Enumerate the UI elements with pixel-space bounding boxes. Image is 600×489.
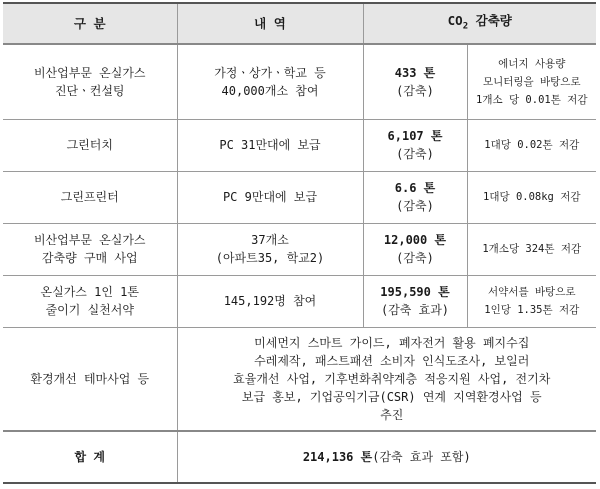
note-cell: 1개소당 324톤 저감: [467, 223, 596, 275]
amount-note: (감축): [396, 147, 434, 161]
detail-line: 가정ㆍ상가ㆍ학교 등: [214, 65, 326, 80]
amount-value: 6.6 톤: [394, 181, 436, 195]
amount-note: (감축): [396, 83, 434, 98]
category-cell: [3, 44, 177, 119]
category-line: 진단ㆍ컨설팅: [54, 83, 125, 98]
env-detail-line: 미세먼지 스마트 가이드, 폐자전거 활용 폐지수집: [254, 335, 530, 350]
note-line: 1개소 당 0.01톤 저감: [476, 93, 588, 106]
amount-cell: [363, 223, 467, 275]
header-co2-reduction: [363, 3, 596, 44]
category-cell: 환경개선 테마사업 등: [3, 327, 177, 431]
total-label: [3, 431, 177, 483]
table-row: [3, 275, 596, 327]
table-row: [3, 171, 596, 223]
amount-cell: [363, 44, 467, 119]
detail-line: 37개소: [251, 233, 289, 247]
category-line: 줄이기 실천서약: [45, 303, 134, 317]
amount-note: (감축): [396, 251, 434, 265]
note-cell: 1대당 0.08kg 저감: [467, 171, 596, 223]
detail-line: (아파트35, 학교2): [215, 251, 325, 265]
note-line: 에너지 사용량: [498, 57, 566, 70]
header-detail: 내 역: [177, 3, 363, 44]
total-value-cell: [177, 431, 596, 483]
table-row: [3, 44, 596, 119]
note-cell: [467, 44, 596, 119]
env-detail-cell: [177, 327, 596, 431]
amount-cell: [363, 275, 467, 327]
note-cell: 1대당 0.02톤 저감: [467, 119, 596, 171]
category-line: 온실가스 1인 1톤: [40, 285, 139, 299]
amount-cell: [363, 171, 467, 223]
category-line: 비산업부문 온실가스: [33, 65, 146, 80]
amount-note: (감축 효과): [380, 303, 450, 317]
env-detail-line: 보급 홍보, 기업공익기금(CSR) 연계 지역환경사업 등: [241, 389, 542, 404]
note-line: 1인당 1.35톤 저감: [484, 304, 580, 316]
header-co2-subscript: 2: [462, 21, 469, 32]
amount-note: (감축): [396, 199, 434, 213]
env-detail-line: 추진: [380, 407, 404, 422]
table-row: [3, 223, 596, 275]
env-detail-line: 효율개선 사업, 기후변화취약계층 적응지원 사업, 전기차: [233, 371, 551, 386]
detail-line: 40,000개소 참여: [221, 83, 319, 98]
amount-value: 6,107 톤: [387, 129, 443, 143]
env-detail-line: 수레제작, 패스트패션 소비자 인식도조사, 보일러: [254, 353, 530, 368]
table-row-total: [3, 431, 596, 483]
detail-cell: [177, 223, 363, 275]
note-line: 서약서를 바탕으로: [488, 286, 576, 298]
note-cell: [467, 275, 596, 327]
amount-value: 433 톤: [394, 65, 436, 80]
amount-value: 12,000 톤: [383, 233, 447, 247]
amount-cell: [363, 119, 467, 171]
category-cell: [3, 223, 177, 275]
header-co2-prefix: CO: [447, 12, 463, 28]
category-cell: [3, 275, 177, 327]
table-row-env-projects: [3, 327, 596, 431]
detail-cell: [177, 44, 363, 119]
header-co2-suffix: 감축량: [468, 12, 512, 28]
total-label-text: 합 계: [74, 450, 105, 464]
note-line: 모니터링을 바탕으로: [482, 75, 581, 88]
amount-value: 195,590 톤: [380, 285, 450, 299]
category-cell: 그린터치: [3, 119, 177, 171]
total-value-note: (감축 효과 포함): [372, 450, 471, 464]
category-cell: 그린프린터: [3, 171, 177, 223]
header-category: 구 분: [3, 3, 177, 44]
category-line: 비산업부문 온실가스: [33, 233, 146, 247]
detail-cell: 145,192명 참여: [177, 275, 363, 327]
total-value: 214,136 톤: [302, 450, 373, 464]
table-header-row: [3, 3, 596, 44]
category-line: 감축량 구매 사업: [41, 251, 138, 265]
detail-cell: PC 9만대에 보급: [177, 171, 363, 223]
detail-cell: PC 31만대에 보급: [177, 119, 363, 171]
table-row: [3, 119, 596, 171]
co2-reduction-table: [3, 2, 596, 484]
